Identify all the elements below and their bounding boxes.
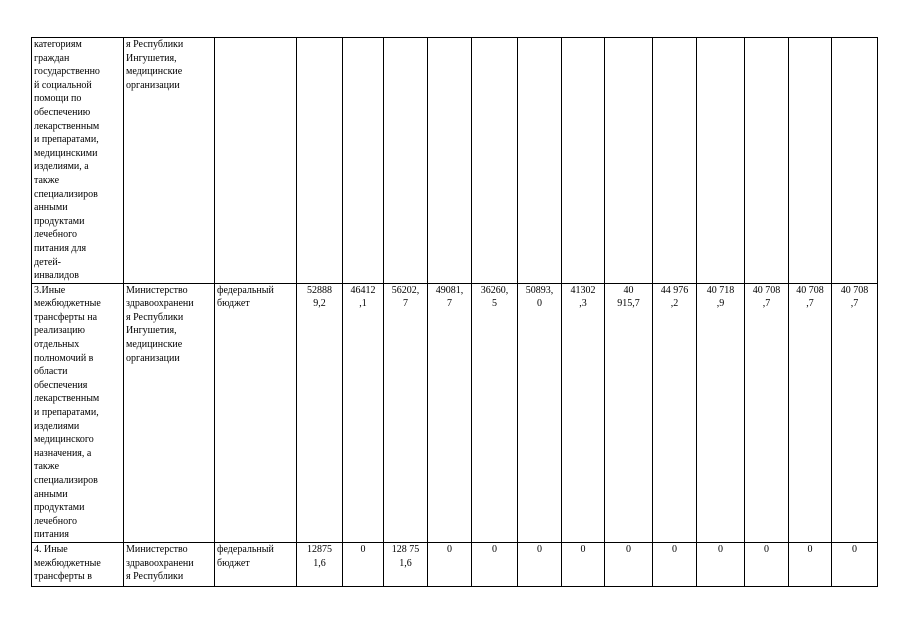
cell-value-text: 40 718 ,9 (706, 284, 735, 310)
cell-value (472, 38, 518, 284)
cell-funding-source-text: федеральный бюджет (217, 543, 274, 569)
table-row (32, 542, 878, 586)
cell-value (518, 542, 562, 586)
cell-measure-name (32, 542, 124, 586)
cell-value (518, 38, 562, 284)
cell-value (832, 38, 878, 284)
budget-table (31, 37, 878, 587)
cell-value (745, 542, 789, 586)
cell-value (562, 38, 605, 284)
cell-measure-name-text: категориям граждан государственно й социальной помощи по обеспечению лекарственным и препаратами, медицинскими изделиями, а также специализиров анными продуктами лечебного питания для детей- инвалидов (34, 39, 100, 282)
cell-value-text: 36260, 5 (480, 284, 509, 310)
cell-value-text: 41302 ,3 (570, 284, 596, 310)
cell-value (789, 283, 832, 542)
cell-value (428, 38, 472, 284)
cell-value (384, 283, 428, 542)
cell-measure-name (32, 283, 124, 542)
cell-value (428, 542, 472, 586)
cell-executor-text: Министерство здравоохранени я Республики Ингушетия, медицинские организации (126, 284, 194, 364)
cell-value (653, 38, 697, 284)
cell-value (789, 38, 832, 284)
cell-value-text: 0 (492, 543, 497, 555)
cell-value-text: 49081, 7 (435, 284, 464, 310)
cell-value-text: 0 (807, 543, 813, 555)
cell-value (832, 542, 878, 586)
cell-value-text: 40 708 ,7 (752, 284, 781, 310)
cell-value-text: 0 (580, 543, 586, 555)
cell-executor (124, 283, 215, 542)
cell-value (384, 38, 428, 284)
cell-value (518, 283, 562, 542)
cell-value (297, 283, 343, 542)
cell-value-text: 40 915,7 (617, 284, 640, 310)
cell-value (297, 542, 343, 586)
cell-value (745, 38, 789, 284)
cell-value-text: 0 (764, 543, 769, 555)
cell-funding-source (215, 38, 297, 284)
cell-value-text: 40 708 ,7 (796, 284, 824, 310)
cell-value (789, 542, 832, 586)
cell-value-text: 0 (852, 543, 857, 555)
cell-value (653, 283, 697, 542)
cell-value (745, 283, 789, 542)
cell-executor-text: я Республики Ингушетия, медицинские организации (126, 39, 184, 91)
cell-value (697, 283, 745, 542)
cell-value (653, 542, 697, 586)
cell-value (562, 542, 605, 586)
cell-value-text: 52888 9,2 (307, 284, 332, 310)
cell-value-text: 50893, 0 (525, 284, 554, 310)
cell-value-text: 12875 1,6 (307, 543, 332, 569)
cell-value-text: 44 976 ,2 (660, 284, 689, 310)
cell-value-text: 46412 ,1 (350, 284, 376, 310)
cell-value-text: 40 708 ,7 (840, 284, 869, 310)
cell-value-text: 0 (537, 543, 542, 555)
cell-value (297, 38, 343, 284)
cell-value-text: 128 75 1,6 (391, 543, 420, 569)
cell-value-text: 0 (626, 543, 631, 555)
cell-value (562, 283, 605, 542)
cell-measure-name (32, 38, 124, 284)
cell-value (472, 283, 518, 542)
cell-value-text: 0 (360, 543, 366, 555)
cell-measure-name-text: 3.Иные межбюджетные трансферты на реализацию отдельных полномочий в области обеспечения лекарственным и препаратами, изделиями медицинского назначения, а также специализиров анными продуктами лечебного питания (34, 284, 101, 541)
cell-funding-source (215, 283, 297, 542)
cell-value (605, 283, 653, 542)
cell-value-text: 0 (672, 543, 677, 555)
table-row (32, 283, 878, 542)
cell-value-text: 0 (718, 543, 723, 555)
cell-value (343, 542, 384, 586)
cell-funding-source-text: федеральный бюджет (217, 284, 274, 310)
cell-value (605, 542, 653, 586)
cell-value (472, 542, 518, 586)
cell-funding-source (215, 542, 297, 586)
cell-value (343, 283, 384, 542)
cell-value (605, 38, 653, 284)
cell-value (832, 283, 878, 542)
cell-value (343, 38, 384, 284)
cell-executor-text: Министерство здравоохранени я Республики (126, 543, 194, 583)
cell-value (428, 283, 472, 542)
cell-value-text: 0 (447, 543, 452, 555)
cell-value (384, 542, 428, 586)
cell-measure-name-text: 4. Иные межбюджетные трансферты в (34, 543, 101, 583)
cell-executor (124, 38, 215, 284)
cell-value-text: 56202, 7 (391, 284, 420, 310)
cell-value (697, 38, 745, 284)
table-row (32, 38, 878, 284)
cell-executor (124, 542, 215, 586)
table-body (32, 38, 878, 587)
cell-value (697, 542, 745, 586)
